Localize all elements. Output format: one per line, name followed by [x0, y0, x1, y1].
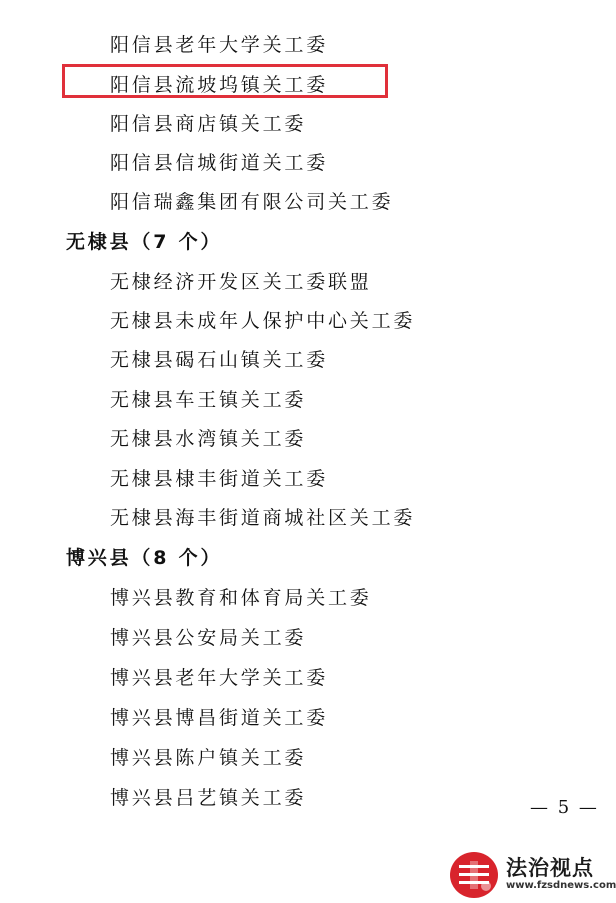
section-heading [66, 545, 222, 571]
section-heading-count: （8 个） [131, 547, 223, 569]
list-item: 博兴县教育和体育局关工委 [110, 587, 372, 609]
section-heading [66, 229, 222, 255]
list-item-highlighted: 阳信县流坡坞镇关工委 [110, 74, 329, 96]
section-heading-count: （7 个） [131, 231, 223, 253]
list-item: 阳信县商店镇关工委 [110, 113, 307, 135]
list-item: 博兴县老年大学关工委 [110, 667, 329, 689]
list-item: 无棣县海丰街道商城社区关工委 [110, 507, 416, 529]
highlight-box [62, 64, 388, 98]
watermark [444, 850, 616, 903]
list-item: 无棣县未成年人保护中心关工委 [110, 310, 416, 332]
list-item: 无棣县水湾镇关工委 [110, 428, 307, 450]
list-item: 无棣县车王镇关工委 [110, 389, 307, 411]
list-item: 博兴县公安局关工委 [110, 627, 307, 649]
page-number: — 5 — [530, 797, 599, 818]
watermark-url: www.fzsdnews.com [506, 880, 616, 891]
list-item: 博兴县吕艺镇关工委 [110, 787, 307, 809]
list-item: 阳信县老年大学关工委 [110, 34, 329, 56]
list-item: 阳信县信城街道关工委 [110, 152, 329, 174]
watermark-title: 法治视点 [506, 856, 594, 880]
list-item: 阳信瑞鑫集团有限公司关工委 [110, 191, 394, 213]
list-item: 博兴县博昌街道关工委 [110, 707, 329, 729]
watermark-logo-icon [450, 852, 498, 898]
list-item: 无棣经济开发区关工委联盟 [110, 271, 372, 293]
section-heading-name: 博兴县 [66, 547, 132, 569]
list-item: 博兴县陈户镇关工委 [110, 747, 307, 769]
list-item: 无棣县棣丰街道关工委 [110, 468, 329, 490]
section-heading-name: 无棣县 [66, 231, 132, 253]
list-item: 无棣县碣石山镇关工委 [110, 349, 329, 371]
